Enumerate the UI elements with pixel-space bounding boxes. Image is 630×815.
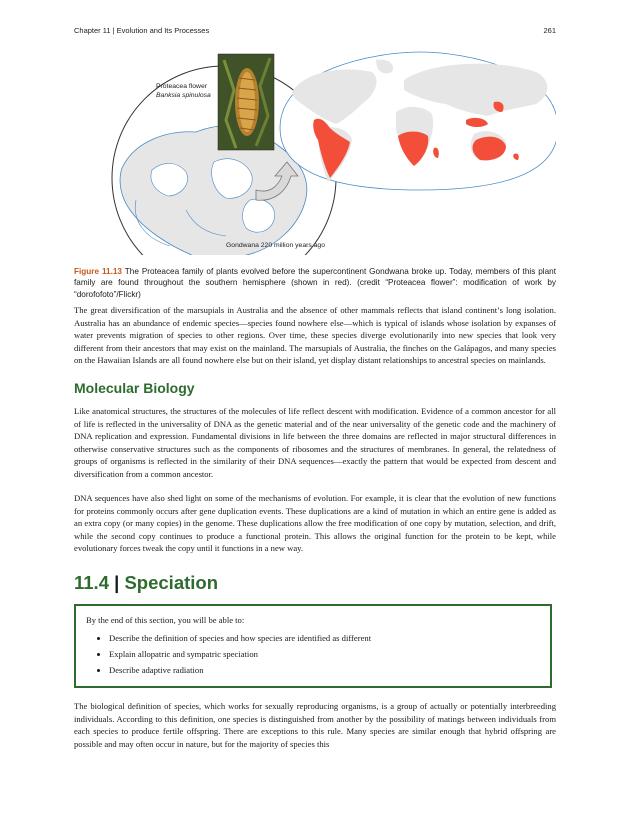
page-number: 261	[543, 26, 556, 35]
objectives-list	[86, 630, 540, 678]
section-heading	[74, 572, 218, 594]
objective-item: • Describe adaptive radiation	[109, 662, 540, 678]
objective-item: • Describe the definition of species and how species are identified as different	[109, 630, 540, 646]
banksia-photo	[218, 54, 274, 150]
chapter-title: Chapter 11 | Evolution and Its Processes	[74, 26, 210, 35]
objectives-intro: By the end of this section, you will be able to:	[86, 615, 245, 625]
flower-species-name: Banksia spinulosa	[156, 92, 211, 99]
figure-caption	[74, 266, 556, 300]
paragraph-molecular-structures: Like anatomical structures, the structures of the molecules of life reflect descent with modification. Evidence of a common ancestor for all of life is reflected in the universality of DNA as the genetic material and of the near universality of the genetic code and the machinery of DNA replication and expression. Fundamental divisions in life between the three domains are reflected in major structural differences in otherwise conservative structures such as the components of ribosomes and the structures of membranes. In general, the relatedness of groups of organisms is reflected in the similarity of their DNA sequences—exactly the pattern that would be expected from descent and diversification from a common ancestor.	[74, 406, 556, 479]
flower-label	[156, 82, 211, 100]
figure-illustration	[74, 50, 556, 255]
paragraph-marsupials: The great diversification of the marsupials in Australia and the absence of other mammals reflects that island continent’s long isolation. Australia has an abundance of endemic species—species found nowhere else—which is typical of islands whose isolation by expanses of water prevents migration of species to other regions. Over time, these species diverge evolutionarily into new species that look very different from their ancestors that may exist on the mainland. The marsupials of Australia, the finches on the Galápagos, and many species on the Hawaiian Islands are all found nowhere else but on their island, yet display distant relationships to ancestral species on mainlands.	[74, 305, 556, 366]
gondwana-label: Gondwana 220 million years ago	[226, 242, 325, 249]
section-number: 11.4	[74, 572, 109, 593]
page-header	[74, 26, 556, 38]
learning-objectives	[74, 604, 552, 688]
world-map	[280, 52, 556, 190]
flower-common-name: Proteacea flower	[156, 83, 208, 90]
heading-molecular-biology: Molecular Biology	[74, 380, 195, 396]
section-title: Speciation	[124, 572, 219, 593]
objective-item: • Explain allopatric and sympatric speciation	[109, 646, 540, 662]
paragraph-dna-sequences: DNA sequences have also shed light on some of the mechanisms of evolution. For example, it is clear that the evolution of new functions for proteins commonly occurs after gene duplication events. These duplications are a kind of mutation in which an entire gene is added as an extra copy (or many copies) in the genome. These duplications allow the free modification of one copy by mutation, selection, and drift, while the second copy continues to produce a functional protein. This allows the original function for the protein to be kept, while evolutionary forces tweak the copy until it functions in a new way.	[74, 493, 556, 554]
figure-proteacea	[74, 50, 556, 255]
caption-text: The Proteacea family of plants evolved before the supercontinent Gondwana broke up. Today, members of this plant family are found throughout the southern hemisphere (shown in red). (credit “Proteacea flower”: modification of work by “dorofofoto”/Flickr)	[74, 267, 556, 299]
figure-number: Figure 11.13	[74, 267, 122, 277]
paragraph-species-definition: The biological definition of species, which works for sexually reproducing organisms, is a group of actually or potentially interbreeding individuals. According to this definition, one species is distinguished from another by the possibility of matings between individuals from each species to produce fertile offspring. There are exceptions to this rule. Many species are similar enough that hybrid offspring are possible and may often occur in nature, but for the majority of species this	[74, 701, 556, 749]
section-separator: |	[114, 572, 120, 593]
